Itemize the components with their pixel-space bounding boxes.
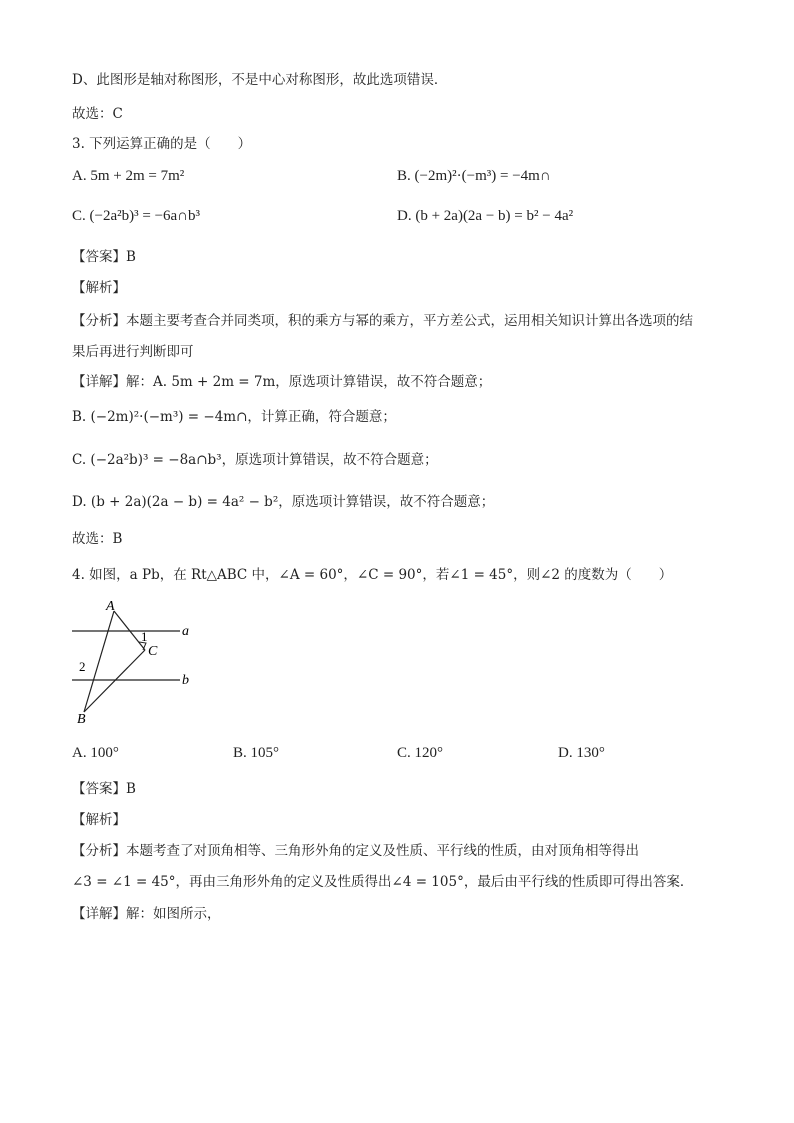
label-angle-1: 1: [141, 629, 148, 644]
option-d: D. (b + 2a)(2a − b) = b² − 4a²: [397, 208, 574, 224]
label-A: A: [106, 599, 115, 614]
answer-label: 【答案】B: [72, 249, 136, 265]
option-b: B. 105°: [233, 745, 280, 761]
geometry-figure: [68, 595, 208, 730]
analysis-label: 【解析】: [72, 812, 126, 828]
detail-text: B. (−2m)²·(−m³) = −4m∩，计算正确，符合题意；: [72, 409, 396, 425]
option-c: C. (−2a²b)³ = −6a∩b³: [72, 208, 201, 224]
option-b: B. (−2m)²·(−m³) = −4m∩: [397, 168, 551, 184]
option-c: C. 120°: [397, 745, 444, 761]
detail-text: C. (−2a²b)³ = −8a∩b³，原选项计算错误，故不符合题意；: [72, 452, 438, 468]
label-b: b: [182, 673, 189, 688]
answer-label: 【答案】B: [72, 781, 136, 797]
detail-text: 【详解】解：A. 5m + 2m = 7m，原选项计算错误，故不符合题意；: [72, 374, 492, 390]
detail-text: D. (b + 2a)(2a − b) = 4a² − b²，原选项计算错误，故不符合题意；: [72, 494, 495, 510]
option-a: A. 100°: [72, 745, 119, 761]
analysis-text: 【分析】本题考查了对顶角相等、三角形外角的定义及性质、平行线的性质，由对顶角相等得出: [72, 843, 639, 859]
analysis-text: 果后再进行判断即可: [72, 344, 194, 360]
text-line: 故选：B: [72, 531, 123, 547]
detail-text: 【详解】解：如图所示，: [72, 906, 221, 922]
text-line: D、此图形是轴对称图形，不是中心对称图形，故此选项错误．: [72, 72, 448, 88]
question-4-title: 4. 如图，a Pb，在 Rt△ABC 中，∠A = 60°，∠C = 90°，若∠1 = 45°，则∠2 的度数为（ ）: [72, 567, 673, 583]
label-angle-2: 2: [79, 659, 86, 674]
question-3-title: 3. 下列运算正确的是（ ）: [72, 136, 252, 152]
option-a: A. 5m + 2m = 7m²: [72, 168, 185, 184]
label-a: a: [182, 624, 189, 639]
label-B: B: [77, 712, 86, 727]
analysis-text: 【分析】本题主要考查合并同类项，积的乘方与幂的乘方，平方差公式，运用相关知识计算出各选项的结: [72, 313, 693, 329]
label-C: C: [148, 644, 158, 659]
text-line: 故选：C: [72, 106, 123, 122]
analysis-text: ∠3 = ∠1 = 45°，再由三角形外角的定义及性质得出∠4 = 105°，最后由平行线的性质即可得出答案．: [72, 874, 694, 890]
analysis-label: 【解析】: [72, 280, 126, 296]
option-d: D. 130°: [558, 745, 605, 761]
